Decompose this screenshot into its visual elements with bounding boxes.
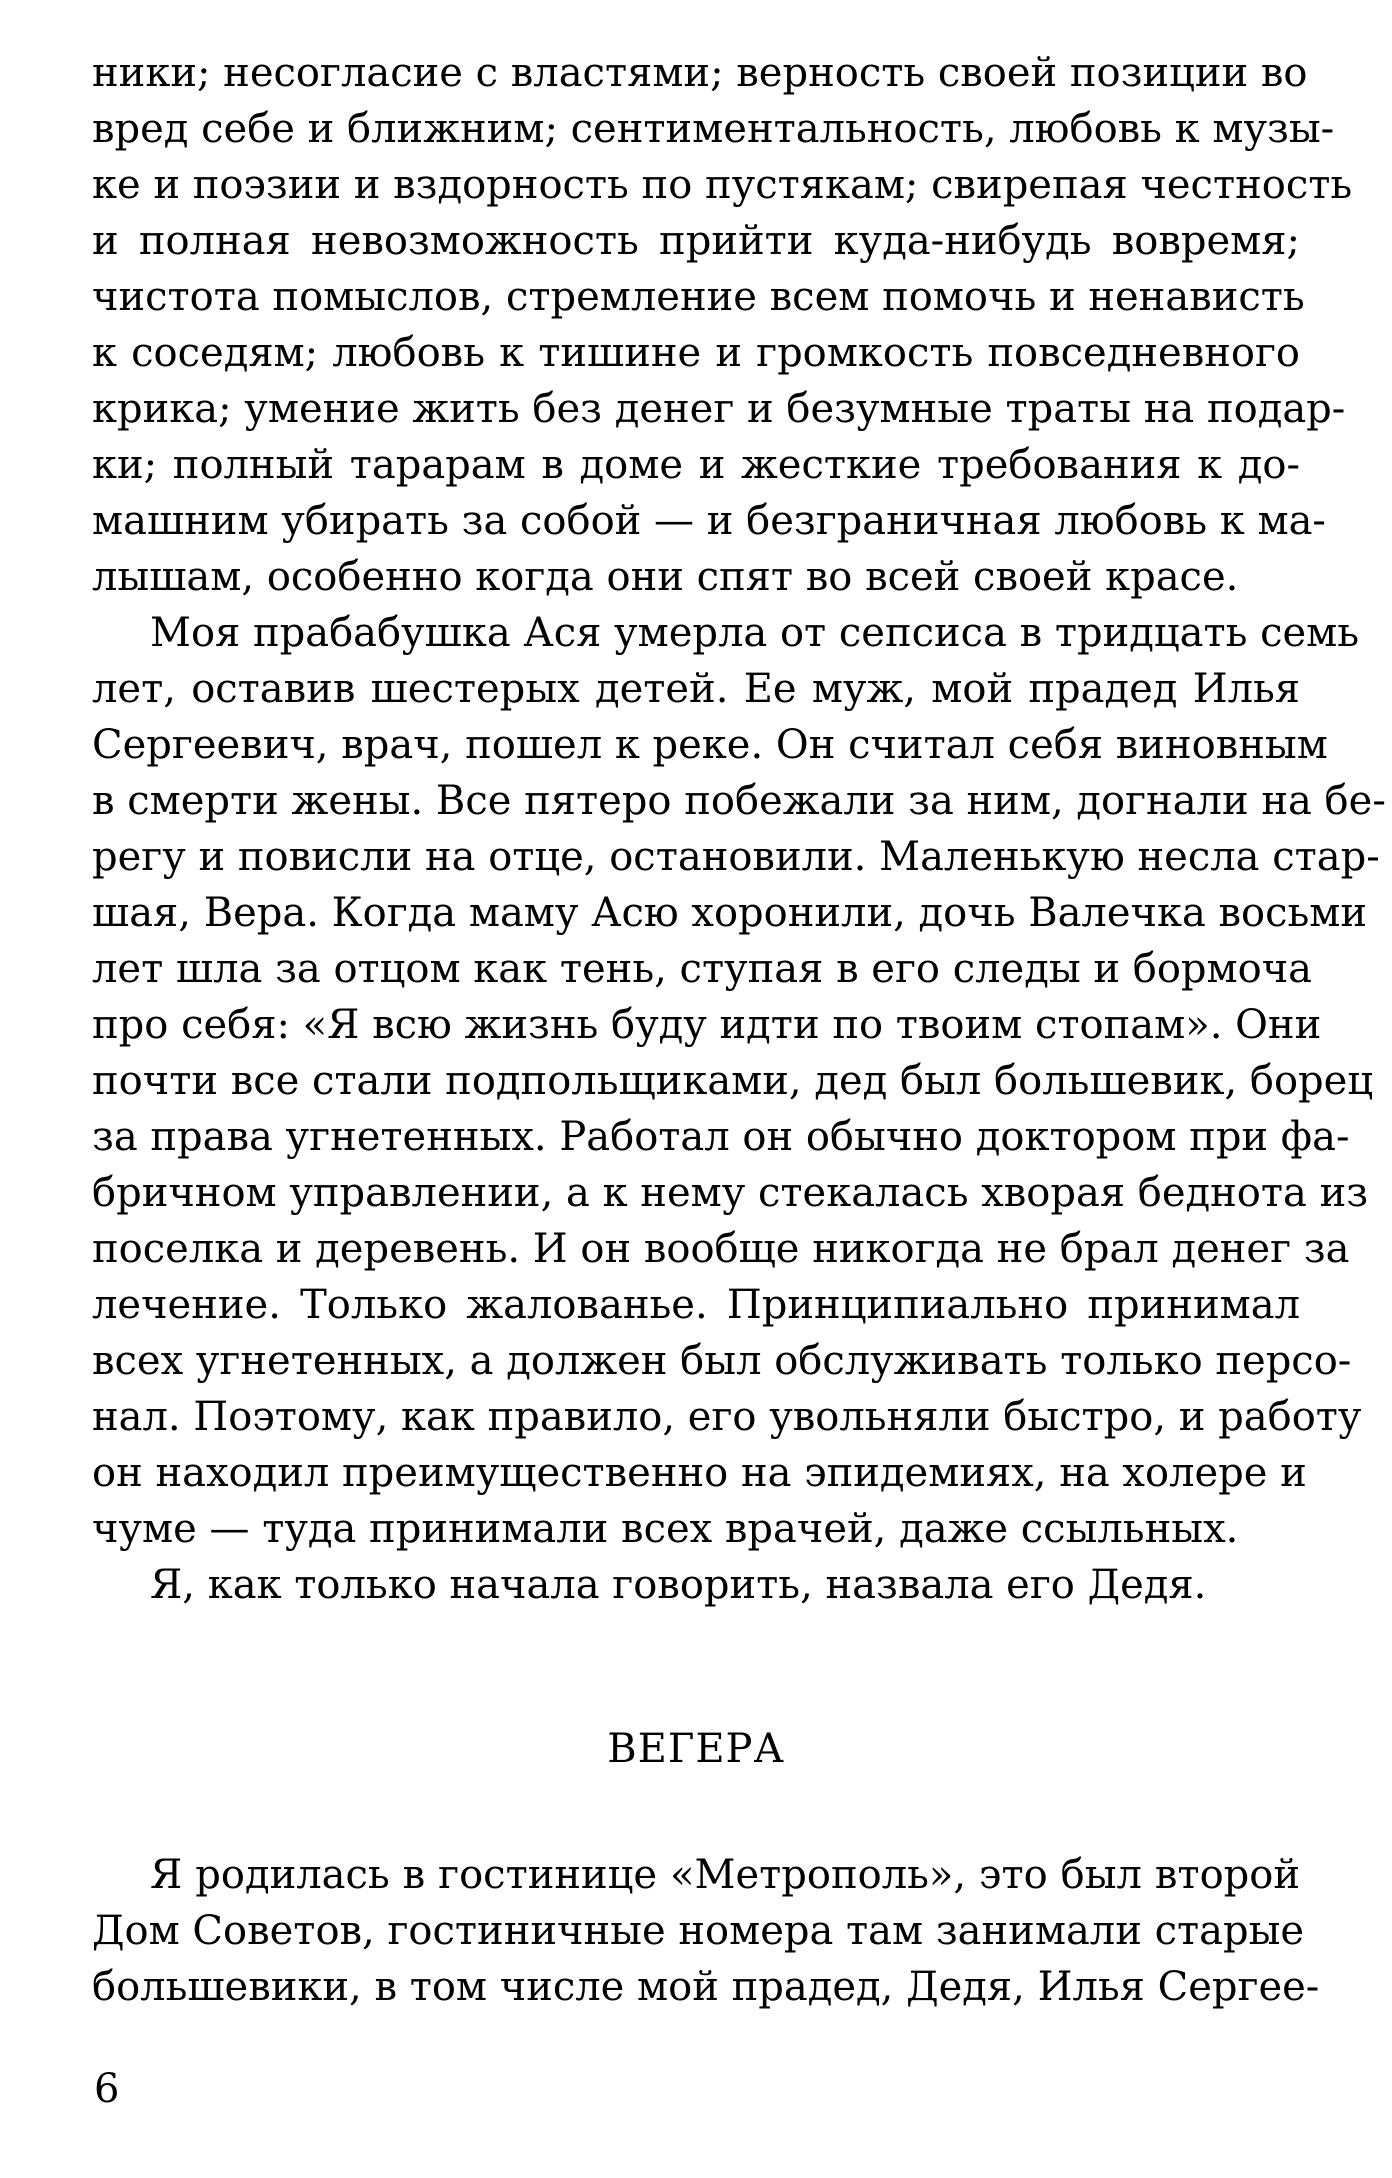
text-line: большевики, в том числе мой прадед, Дедя, Илья Сергее- <box>92 1964 1320 2010</box>
text-line: чуме — туда принимали всех врачей, даже ссыльных. <box>92 1506 1239 1552</box>
text-line: он находил преимущественно на эпидемиях, на холере и <box>92 1450 1307 1496</box>
text-line: про себя: «Я всю жизнь буду идти по твоим стопам». Они <box>92 1002 1322 1048</box>
section-heading: ВЕГЕРА <box>607 1726 785 1772</box>
text-line: к соседям; любовь к тишине и громкость повседневного <box>92 330 1300 376</box>
text-line: шая, Вера. Когда маму Асю хоронили, дочь Валечка восьми <box>92 890 1368 936</box>
text-line: почти все стали подпольщиками, дед был большевик, борец <box>92 1058 1374 1104</box>
text-line: бричном управлении, а к нему стекалась хворая беднота из <box>92 1170 1369 1216</box>
text-line: нал. Поэтому, как правило, его увольняли быстро, и работу <box>92 1394 1362 1440</box>
text-line: лет, оставив шестерых детей. Ее муж, мой прадед Илья <box>92 666 1300 712</box>
text-line: лечение. Только жалованье. Принципиально принимал <box>92 1282 1300 1328</box>
text-line: крика; умение жить без денег и безумные траты на подар- <box>92 386 1346 432</box>
text-line: Я, как только начала говорить, назвала его Дедя. <box>150 1562 1207 1608</box>
text-line: Я родилась в гостинице «Метрополь», это был второй <box>150 1852 1300 1898</box>
text-line: чистота помыслов, стремление всем помочь и ненависть <box>92 274 1305 320</box>
text-line: всех угнетенных, а должен был обслуживать только персо- <box>92 1338 1352 1384</box>
text-line: лышам, особенно когда они спят во всей своей красе. <box>92 554 1239 600</box>
page-number: 6 <box>94 2066 120 2112</box>
text-line: регу и повисли на отце, остановили. Маленькую несла стар- <box>92 834 1380 880</box>
text-line: ке и поэзии и вздорность по пустякам; свирепая честность <box>92 162 1353 208</box>
text-line: вред себе и ближним; сентиментальность, любовь к музы- <box>92 106 1335 152</box>
text-line: ки; полный тарарам в доме и жесткие требования к до- <box>92 442 1300 488</box>
text-line: Сергеевич, врач, пошел к реке. Он считал себя виновным <box>92 722 1328 768</box>
text-line: Моя прабабушка Ася умерла от сепсиса в тридцать семь <box>150 610 1360 656</box>
text-line: лет шла за отцом как тень, ступая в его следы и бормоча <box>92 946 1313 992</box>
text-line: ники; несогласие с властями; верность своей позиции во <box>92 50 1308 96</box>
text-line: за права угнетенных. Работал он обычно доктором при фа- <box>92 1114 1350 1160</box>
text-line: и полная невозможность прийти куда-нибудь вовремя; <box>92 218 1300 264</box>
text-line: поселка и деревень. И он вообще никогда не брал денег за <box>92 1226 1350 1272</box>
text-line: в смерти жены. Все пятеро побежали за ним, догнали на бе- <box>92 778 1386 824</box>
text-line: машним убирать за собой — и безграничная любовь к ма- <box>92 498 1326 544</box>
text-line: Дом Советов, гостиничные номера там занимали старые <box>92 1908 1305 1954</box>
